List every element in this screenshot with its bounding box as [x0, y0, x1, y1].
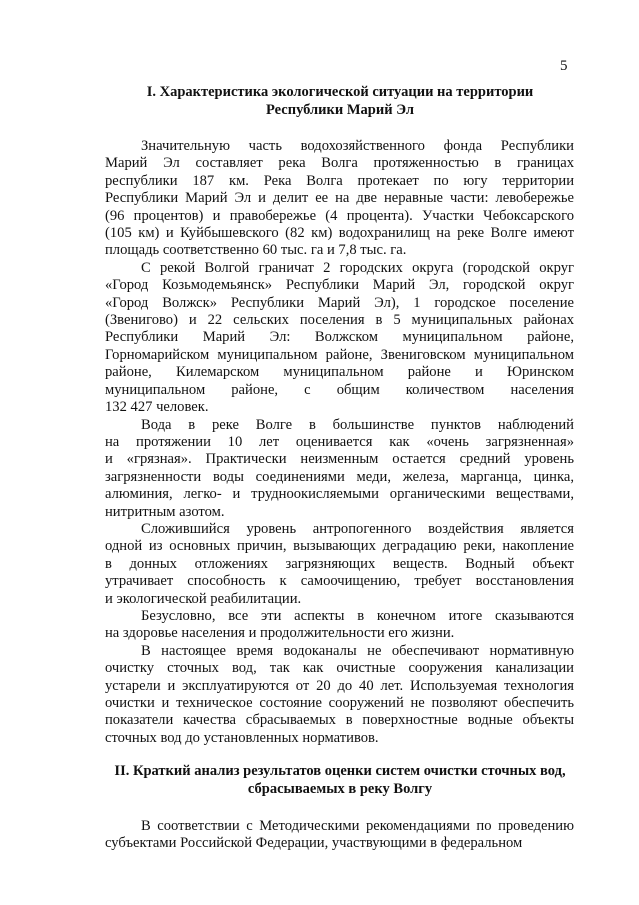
- text-line: (Звенигово) и 22 сельских поселения в 5 муниципальных районах: [105, 312, 574, 329]
- text-line: очистки и техническое состояние сооружений не позволяют обеспечить: [105, 695, 574, 711]
- text-line: В настоящее время водоканалы не обеспечивают нормативную: [141, 642, 574, 659]
- section-1-heading: [100, 83, 580, 119]
- text-line: 132 427 человек.: [105, 399, 209, 416]
- text-line: нитритным азотом.: [105, 503, 225, 520]
- text-line: муниципальном районе, с общим количеством населения: [105, 381, 574, 398]
- paragraph: [105, 260, 574, 417]
- text-line: Сложившийся уровень антропогенного воздействия является: [141, 520, 574, 537]
- text-line: «Город Козьмодемьянск» Республики Марий Эл, городской округ: [105, 277, 574, 294]
- section-1-heading-line-1: I. Характеристика экологической ситуации на территории: [146, 84, 534, 100]
- page-number: 5: [560, 58, 568, 74]
- text-line: «Город Волжск» Республики Марий Эл), 1 городское поселение: [105, 294, 574, 311]
- text-line: Безусловно, все эти аспекты в конечном итоге сказываются: [141, 607, 574, 624]
- text-line: С рекой Волгой граничат 2 городских округа (городской округ: [141, 259, 574, 276]
- text-line: устарели и эксплуатируются от 20 до 40 лет. Используемая технология: [105, 677, 574, 694]
- text-line: утрачивает способность к самоочищению, требует восстановления: [105, 573, 574, 590]
- text-line: одной из основных причин, вызывающих деградацию реки, накопление: [105, 538, 574, 555]
- text-line: (105 км) и Куйбышевского (82 км) водохранилищ на реке Волге имеют: [105, 225, 574, 242]
- section-2-heading: [100, 762, 580, 798]
- text-line: Республики Марий Эл: Волжском муниципальном районе,: [105, 329, 574, 346]
- text-line: и «грязная». Практически неизменным остается средний уровень: [105, 451, 574, 468]
- text-line: субъектами Российской Федерации, участвующими в федеральном: [105, 835, 523, 852]
- text-line: В соответствии с Методическими рекомендациями по проведению: [141, 818, 574, 834]
- section-2-heading-line-1: II. Краткий анализ результатов оценки систем очистки сточных вод,: [114, 763, 566, 779]
- text-line: на протяжении 10 лет оценивается как «очень загрязненная»: [105, 433, 574, 450]
- text-line: загрязненности воды соединениями меди, железа, марганца, цинка,: [105, 468, 574, 485]
- text-line: Значительную часть водохозяйственного фонда Республики: [141, 138, 574, 154]
- text-line: Республики Марий Эл и делит ее на две неравные части: левобережье: [105, 190, 574, 207]
- text-line: республики 187 км. Река Волга протекает по югу территории: [105, 172, 574, 189]
- paragraph: [105, 417, 574, 521]
- section-1-body: [105, 138, 574, 747]
- section-1-heading-line-2: Республики Марий Эл: [266, 102, 414, 118]
- section-2-body: [105, 818, 574, 853]
- text-line: Марий Эл составляет река Волга протяженностью в границах: [105, 155, 574, 172]
- paragraph: [105, 521, 574, 608]
- text-line: и экологической реабилитации.: [105, 590, 302, 607]
- text-line: показатели качества сбрасываемых в поверхностные водные объекты: [105, 712, 574, 729]
- text-line: площадь соответственно 60 тыс. га и 7,8 тыс. га.: [105, 242, 407, 259]
- text-line: Вода в реке Волге в большинстве пунктов наблюдений: [141, 416, 574, 433]
- text-line: Горномарийском муниципальном районе, Звениговском муниципальном: [105, 346, 574, 363]
- text-line: алюминия, легко- и трудноокисляемыми органическими веществами,: [105, 486, 574, 503]
- text-line: сточных вод до установленных нормативов.: [105, 729, 379, 746]
- text-line: в донных отложениях загрязняющих веществ. Водный объект: [105, 555, 574, 572]
- text-line: очистку сточных вод, так как очистные сооружения канализации: [105, 660, 574, 677]
- paragraph: [105, 138, 574, 260]
- paragraph: [105, 643, 574, 747]
- paragraph: [105, 818, 574, 853]
- section-2-heading-line-2: сбрасываемых в реку Волгу: [247, 781, 433, 797]
- paragraph: [105, 608, 574, 643]
- text-line: (96 процентов) и правобережье (4 процента). Участки Чебоксарского: [105, 207, 574, 224]
- text-line: районе, Килемарском муниципальном районе и Юринском: [105, 364, 574, 381]
- text-line: на здоровье населения и продолжительности его жизни.: [105, 625, 455, 642]
